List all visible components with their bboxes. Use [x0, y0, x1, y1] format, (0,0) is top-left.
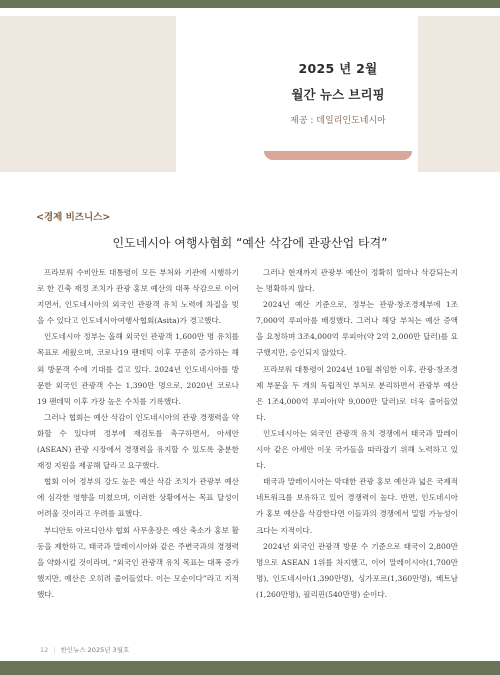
top-decorative-bar: [0, 0, 500, 8]
title-main: 월간 뉴스 브리핑: [291, 87, 385, 102]
paragraph: 인도네시아 정부는 올해 외국인 관광객 1,600만 명 유치를 목표로 세웠으며, 코로나19 팬데믹 이후 꾸준히 증가하는 해외 방문객 수에 기대를 걸고 있다. 2024년 인도네시아를 방문한 외국인 관광객 수는 1,390만 명으로, 2020년 코로나19 팬데믹 이후 가장 높은 수치를 기록했다.: [37, 332, 239, 406]
footer-separator: |: [53, 646, 56, 654]
paragraph: 2024년 외국인 관광객 방문 수 기준으로 태국이 2,800만 명으로 ASEAN 1위를 차지했고, 이어 말레이시아(1,700만명), 인도네시아(1,390만명), 싱가포르(1,360만명), 베트남(1,260만명), 필리핀(540만명) 순이다.: [256, 541, 458, 599]
paragraph: 2024년 예산 기준으로, 정부는 관광·창조경제부에 1조7,000억 루피아를 배정했다. 그러나 해당 부처는 예산 증액을 요청하며 3조4,000억 루피아(약 2억 2,000만 달러)를 요구했지만, 승인되지 않았다.: [256, 300, 458, 358]
title-card: [264, 42, 412, 142]
paragraph: 그러나 협회는 예산 삭감이 인도네시아의 관광 경쟁력을 약화할 수 있다며 정부에 재검토를 촉구하면서, 아세안(ASEAN) 관광 시장에서 경쟁력을 유지할 수 있도록 충분한 재정 지원을 제공해 달라고 요구했다.: [37, 412, 239, 471]
paragraph: 태국과 말레이시아는 막대한 관광 홍보 예산과 넓은 국제적 네트워크를 보유하고 있어 경쟁력이 높다. 반면, 인도네시아가 홍보 예산을 삭감한다면 이들과의 경쟁에서 밀릴 가능성이 크다는 지적이다.: [256, 477, 458, 535]
article-column-right: [256, 265, 458, 603]
source-credit: 제공 : 데일리인도네시아: [290, 116, 386, 126]
title-date: 2025 년 2월: [298, 61, 378, 76]
paragraph: 프라보워 수비안토 대통령이 모든 부처와 기관에 시행하기로 한 긴축 재정 조치가 관광 홍보 예산의 대폭 삭감으로 이어지면서, 인도네시아의 외국인 관광객 유치 노력에 차질을 빚을 수 있다고 인도네시아여행사협회(Asita)가 경고했다.: [37, 268, 239, 326]
paragraph: 협회 이어 정부의 강도 높은 예산 삭감 조치가 관광부 예산에 심각한 영향을 미쳤으며, 이러한 상황에서는 목표 달성이 어려울 것이라고 우려를 표했다.: [37, 477, 239, 519]
page-number: 12: [40, 646, 49, 654]
paragraph: 그러나 현재까지 관광부 예산이 정확히 얼마나 삭감되는지는 명확하지 않다.: [256, 268, 458, 294]
header-background-left: [0, 16, 176, 172]
title-accent-bar: [264, 151, 412, 160]
paragraph: 프라보워 대통령이 2024년 10월 취임한 이후, 관광·창조경제 부문을 두 개의 독립적인 부처로 분리하면서 관광부 예산은 1조4,000억 루피아(약 9,000만 달러)로 더욱 줄어들었다.: [256, 364, 459, 422]
page-footer: [40, 645, 129, 654]
paragraph: 인도네시아는 외국인 관광객 유치 경쟁에서 태국과 말레이시아 같은 아세안 이웃 국가들을 따라잡기 위해 노력하고 있다.: [256, 428, 458, 471]
article-column-left: [37, 265, 239, 603]
publication-name: 한인뉴스 2025년 3월호: [60, 646, 130, 654]
paragraph: 부디안토 아르디안샤 협회 사무총장은 예산 축소가 홍보 활동을 제한하고, 태국과 말레이시아와 같은 주변국과의 경쟁력을 약화시킬 것이라며, “외국인 관광객 유치 목표는 대폭 증가했지만, 예산은 오히려 줄어들었다. 이는 모순이다”라고 지적했다.: [37, 525, 239, 599]
bottom-decorative-bar: [0, 661, 500, 675]
section-label: <경제 비즈니스>: [36, 212, 111, 223]
header-background-right: [418, 16, 500, 172]
article-headline: 인도네시아 여행사협회 “예산 삭감에 관광산업 타격”: [112, 236, 388, 250]
